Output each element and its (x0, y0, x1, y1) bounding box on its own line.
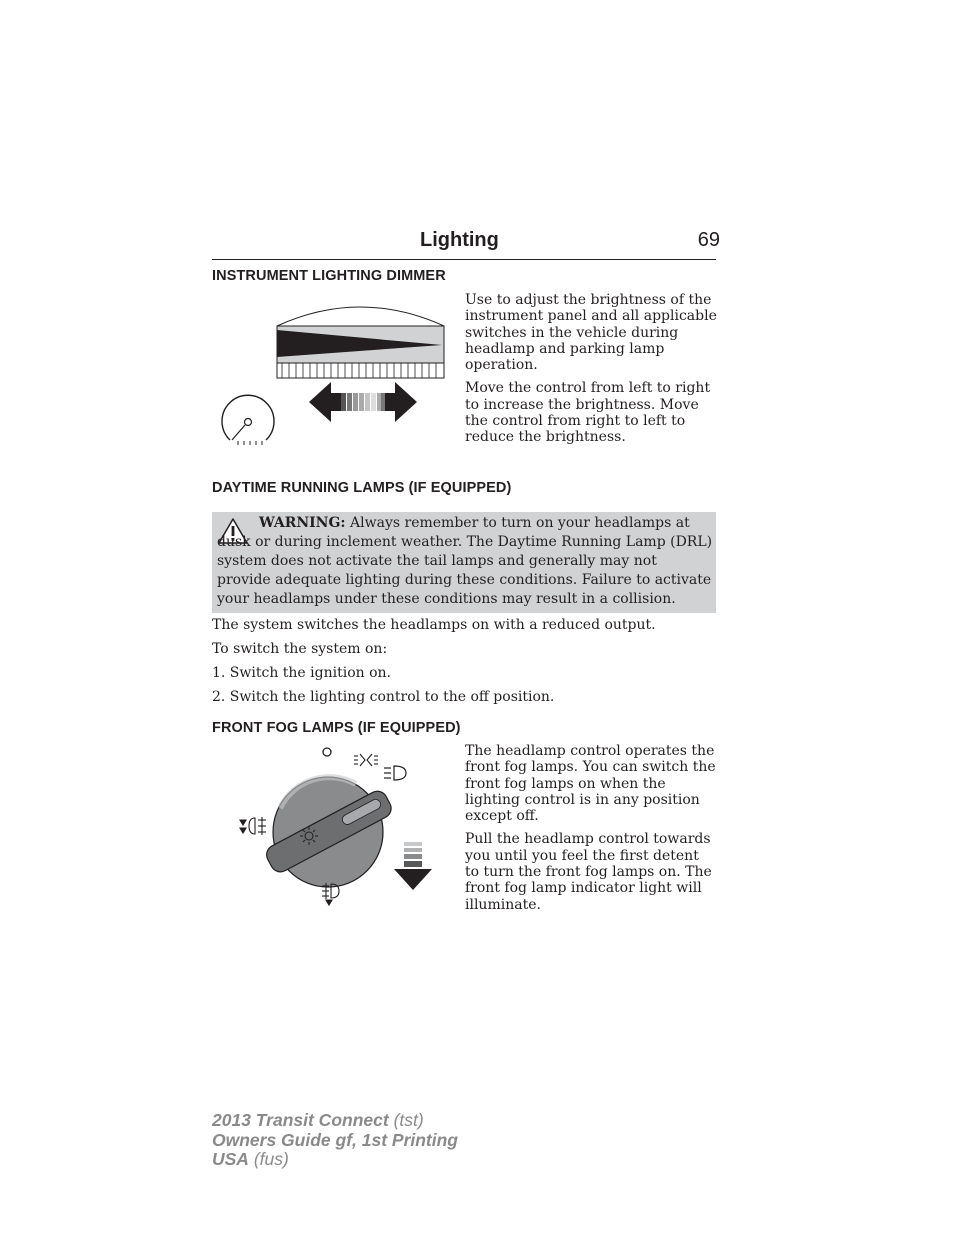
list-item: 1. Switch the ignition on. (212, 665, 391, 681)
pull-down-arrow-icon (394, 842, 432, 890)
warning-body: Always remember to turn on your headlamps at dusk or during inclement weather. The Daytime Running Lamp (DRL) system does not activate the tail lamps and generally may not provide adequate lighting during these conditions. Failure to activate your headlamps under these conditions may result in a collision. (217, 515, 713, 607)
list-item: 2. Switch the lighting control to the off position. (212, 689, 555, 705)
section-heading-drl: DAYTIME RUNNING LAMPS (IF EQUIPPED) (212, 480, 512, 496)
instrument-dimmer-text (465, 292, 717, 453)
footer-model: 2013 Transit Connect (212, 1110, 389, 1130)
headlamp-control-knob-illustration (236, 744, 436, 909)
page-number: 69 (697, 229, 720, 251)
footer-model-code: (tst) (393, 1110, 424, 1130)
left-right-arrow-icon (309, 382, 417, 422)
warning-text (217, 514, 713, 609)
body-line: The system switches the headlamps on with a reduced output. (212, 617, 656, 633)
paragraph: Move the control from left to right to increase the brightness. Move the control from right to left to reduce the brightness. (465, 380, 711, 446)
paragraph: Pull the headlamp control towards you until you feel the first detent to turn the front fog lamps on. The front fog lamp indicator light will illuminate. (465, 831, 712, 913)
warning-label: WARNING: (259, 515, 346, 531)
paragraph: The headlamp control operates the front fog lamps. You can switch the front fog lamps on when the lighting control is in any position except off. (465, 743, 716, 825)
section-heading-fog-lamps: FRONT FOG LAMPS (IF EQUIPPED) (212, 720, 461, 736)
paragraph: Use to adjust the brightness of the instrument panel and all applicable switches in the vehicle during headlamp and parking lamp operation. (465, 292, 717, 374)
footer-edition: Owners Guide gf, 1st Printing (212, 1129, 458, 1150)
footer-market: USA (212, 1149, 249, 1169)
document-footer (212, 1111, 458, 1170)
speedometer-gauge-icon (220, 394, 276, 450)
warning-box (212, 512, 716, 613)
section-heading-instrument-dimmer: INSTRUMENT LIGHTING DIMMER (212, 268, 446, 284)
fog-lamps-text (465, 743, 717, 920)
chapter-title: Lighting (420, 229, 499, 251)
body-line: To switch the system on: (212, 641, 388, 657)
footer-market-code: (fus) (253, 1149, 289, 1169)
header-divider (212, 259, 716, 260)
